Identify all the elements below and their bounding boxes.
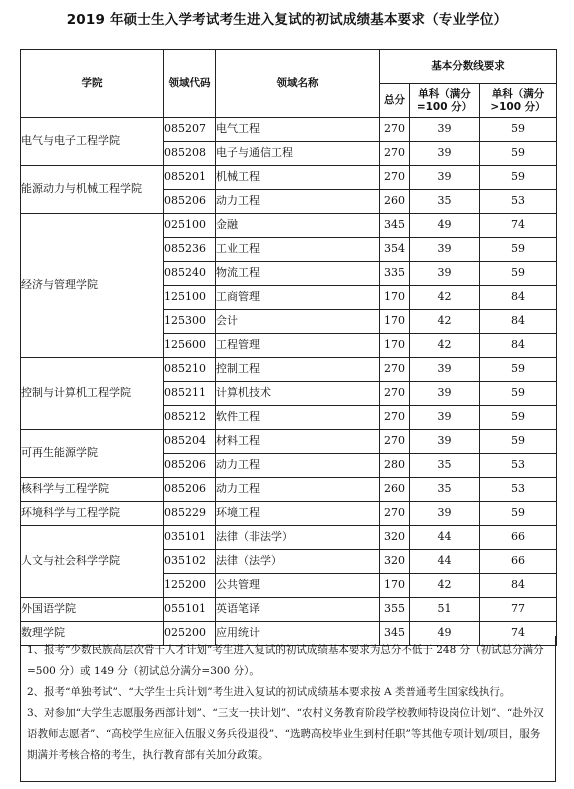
field-name: 会计 [216, 310, 380, 334]
score-single-100: 39 [410, 382, 480, 406]
score-single-gt100: 59 [480, 430, 557, 454]
header-school: 学院 [21, 50, 164, 118]
score-total: 270 [380, 406, 410, 430]
score-total: 260 [380, 190, 410, 214]
field-code: 085236 [164, 238, 216, 262]
table-row [21, 166, 557, 190]
table-row [21, 118, 557, 142]
score-total: 270 [380, 142, 410, 166]
score-total: 320 [380, 550, 410, 574]
header-score-group: 基本分数线要求 [380, 50, 557, 84]
page-title: 2019 年硕士生入学考试考生进入复试的初试成绩基本要求（专业学位） [66, 12, 508, 28]
table-row [21, 502, 557, 526]
score-total: 170 [380, 334, 410, 358]
field-code: 085206 [164, 190, 216, 214]
note-3: 3、对参加“大学生志愿服务西部计划”、“三支一扶计划”、“农村义务教育阶段学校教师特设岗位计划”、“赴外汉语教师志愿者”、“高校学生应征入伍服义务兵役退役”、“选聘高校毕业生到村任职”等其他专项计划/项目，服务期满并考核合格的考生，执行教育部有关加分政策。 [27, 707, 544, 761]
score-single-100: 39 [410, 358, 480, 382]
field-code: 085206 [164, 478, 216, 502]
score-single-100: 51 [410, 598, 480, 622]
score-total: 355 [380, 598, 410, 622]
field-code: 085201 [164, 166, 216, 190]
score-total: 354 [380, 238, 410, 262]
score-single-gt100: 59 [480, 262, 557, 286]
score-single-100: 42 [410, 574, 480, 598]
score-single-gt100: 59 [480, 238, 557, 262]
table-body [21, 118, 557, 646]
field-code: 055101 [164, 598, 216, 622]
field-name: 物流工程 [216, 262, 380, 286]
table-row [21, 478, 557, 502]
school-name: 数理学院 [21, 622, 164, 646]
notes-box [20, 636, 556, 782]
score-total: 345 [380, 622, 410, 646]
field-code: 125100 [164, 286, 216, 310]
score-total: 270 [380, 166, 410, 190]
score-single-100: 39 [410, 142, 480, 166]
score-single-gt100: 77 [480, 598, 557, 622]
score-single-100: 42 [410, 310, 480, 334]
score-single-100: 35 [410, 478, 480, 502]
field-name: 控制工程 [216, 358, 380, 382]
score-single-100: 39 [410, 262, 480, 286]
school-name: 电气与电子工程学院 [21, 118, 164, 166]
score-single-100: 44 [410, 550, 480, 574]
field-name: 应用统计 [216, 622, 380, 646]
field-code: 035102 [164, 550, 216, 574]
field-name: 软件工程 [216, 406, 380, 430]
school-name: 外国语学院 [21, 598, 164, 622]
field-name: 法律（法学） [216, 550, 380, 574]
score-single-gt100: 74 [480, 622, 557, 646]
score-total: 270 [380, 118, 410, 142]
score-single-100: 39 [410, 502, 480, 526]
score-single-gt100: 66 [480, 550, 557, 574]
score-total: 320 [380, 526, 410, 550]
score-single-gt100: 59 [480, 142, 557, 166]
field-code: 085229 [164, 502, 216, 526]
score-single-100: 39 [410, 430, 480, 454]
field-name: 金融 [216, 214, 380, 238]
field-name: 材料工程 [216, 430, 380, 454]
score-single-100: 39 [410, 118, 480, 142]
score-table [20, 49, 557, 646]
field-name: 动力工程 [216, 478, 380, 502]
score-total: 170 [380, 286, 410, 310]
field-name: 法律（非法学） [216, 526, 380, 550]
score-total: 270 [380, 382, 410, 406]
field-code: 085208 [164, 142, 216, 166]
score-single-gt100: 66 [480, 526, 557, 550]
table-row [21, 526, 557, 550]
score-total: 270 [380, 358, 410, 382]
field-code: 025100 [164, 214, 216, 238]
score-total: 345 [380, 214, 410, 238]
score-single-gt100: 84 [480, 574, 557, 598]
score-total: 270 [380, 430, 410, 454]
field-code: 085240 [164, 262, 216, 286]
field-code: 125300 [164, 310, 216, 334]
score-total: 260 [380, 478, 410, 502]
score-single-gt100: 59 [480, 382, 557, 406]
table-row [21, 430, 557, 454]
score-single-100: 39 [410, 406, 480, 430]
score-single-gt100: 59 [480, 166, 557, 190]
header-total: 总分 [380, 84, 410, 118]
score-single-gt100: 84 [480, 286, 557, 310]
score-single-gt100: 84 [480, 334, 557, 358]
field-name: 工商管理 [216, 286, 380, 310]
school-name: 环境科学与工程学院 [21, 502, 164, 526]
score-single-100: 35 [410, 190, 480, 214]
header-code: 领域代码 [164, 50, 216, 118]
score-total: 270 [380, 502, 410, 526]
field-name: 动力工程 [216, 190, 380, 214]
score-single-gt100: 53 [480, 190, 557, 214]
field-name: 工业工程 [216, 238, 380, 262]
score-single-gt100: 84 [480, 310, 557, 334]
field-name: 机械工程 [216, 166, 380, 190]
field-name: 公共管理 [216, 574, 380, 598]
table-row [21, 598, 557, 622]
score-total: 170 [380, 574, 410, 598]
school-name: 控制与计算机工程学院 [21, 358, 164, 430]
field-code: 085212 [164, 406, 216, 430]
table-row [21, 214, 557, 238]
field-name: 英语笔译 [216, 598, 380, 622]
field-name: 动力工程 [216, 454, 380, 478]
score-total: 280 [380, 454, 410, 478]
field-name: 工程管理 [216, 334, 380, 358]
score-single-100: 42 [410, 286, 480, 310]
note-2: 2、报考“单独考试”、“大学生士兵计划”考生进入复试的初试成绩基本要求按 A 类普通考生国家线执行。 [27, 686, 511, 698]
score-single-100: 49 [410, 214, 480, 238]
school-name: 经济与管理学院 [21, 214, 164, 358]
header-name: 领域名称 [216, 50, 380, 118]
school-name: 可再生能源学院 [21, 430, 164, 478]
field-code: 025200 [164, 622, 216, 646]
note-1: 1、报考“少数民族高层次骨干人才计划”考生进入复试的初试成绩基本要求为总分不低于 248 分（初试总分满分=500 分）或 149 分（初试总分满分=300 分）。 [27, 644, 544, 677]
score-total: 170 [380, 310, 410, 334]
school-name: 核科学与工程学院 [21, 478, 164, 502]
score-single-gt100: 74 [480, 214, 557, 238]
score-single-gt100: 59 [480, 406, 557, 430]
field-name: 环境工程 [216, 502, 380, 526]
score-single-gt100: 59 [480, 118, 557, 142]
score-total: 335 [380, 262, 410, 286]
header-single-100: 单科（满分=100 分） [410, 84, 480, 118]
field-code: 125200 [164, 574, 216, 598]
field-name: 电子与通信工程 [216, 142, 380, 166]
field-code: 085211 [164, 382, 216, 406]
table-row [21, 358, 557, 382]
score-single-gt100: 53 [480, 454, 557, 478]
field-code: 085207 [164, 118, 216, 142]
score-single-100: 49 [410, 622, 480, 646]
score-single-100: 39 [410, 166, 480, 190]
school-name: 人文与社会科学学院 [21, 526, 164, 598]
field-code: 085210 [164, 358, 216, 382]
field-name: 计算机技术 [216, 382, 380, 406]
field-code: 085206 [164, 454, 216, 478]
score-single-100: 35 [410, 454, 480, 478]
field-code: 085204 [164, 430, 216, 454]
header-single-gt100: 单科（满分>100 分） [480, 84, 557, 118]
school-name: 能源动力与机械工程学院 [21, 166, 164, 214]
score-single-100: 39 [410, 238, 480, 262]
score-single-100: 42 [410, 334, 480, 358]
field-name: 电气工程 [216, 118, 380, 142]
field-code: 035101 [164, 526, 216, 550]
score-single-gt100: 59 [480, 502, 557, 526]
score-single-gt100: 53 [480, 478, 557, 502]
score-single-100: 44 [410, 526, 480, 550]
score-single-gt100: 59 [480, 358, 557, 382]
field-code: 125600 [164, 334, 216, 358]
